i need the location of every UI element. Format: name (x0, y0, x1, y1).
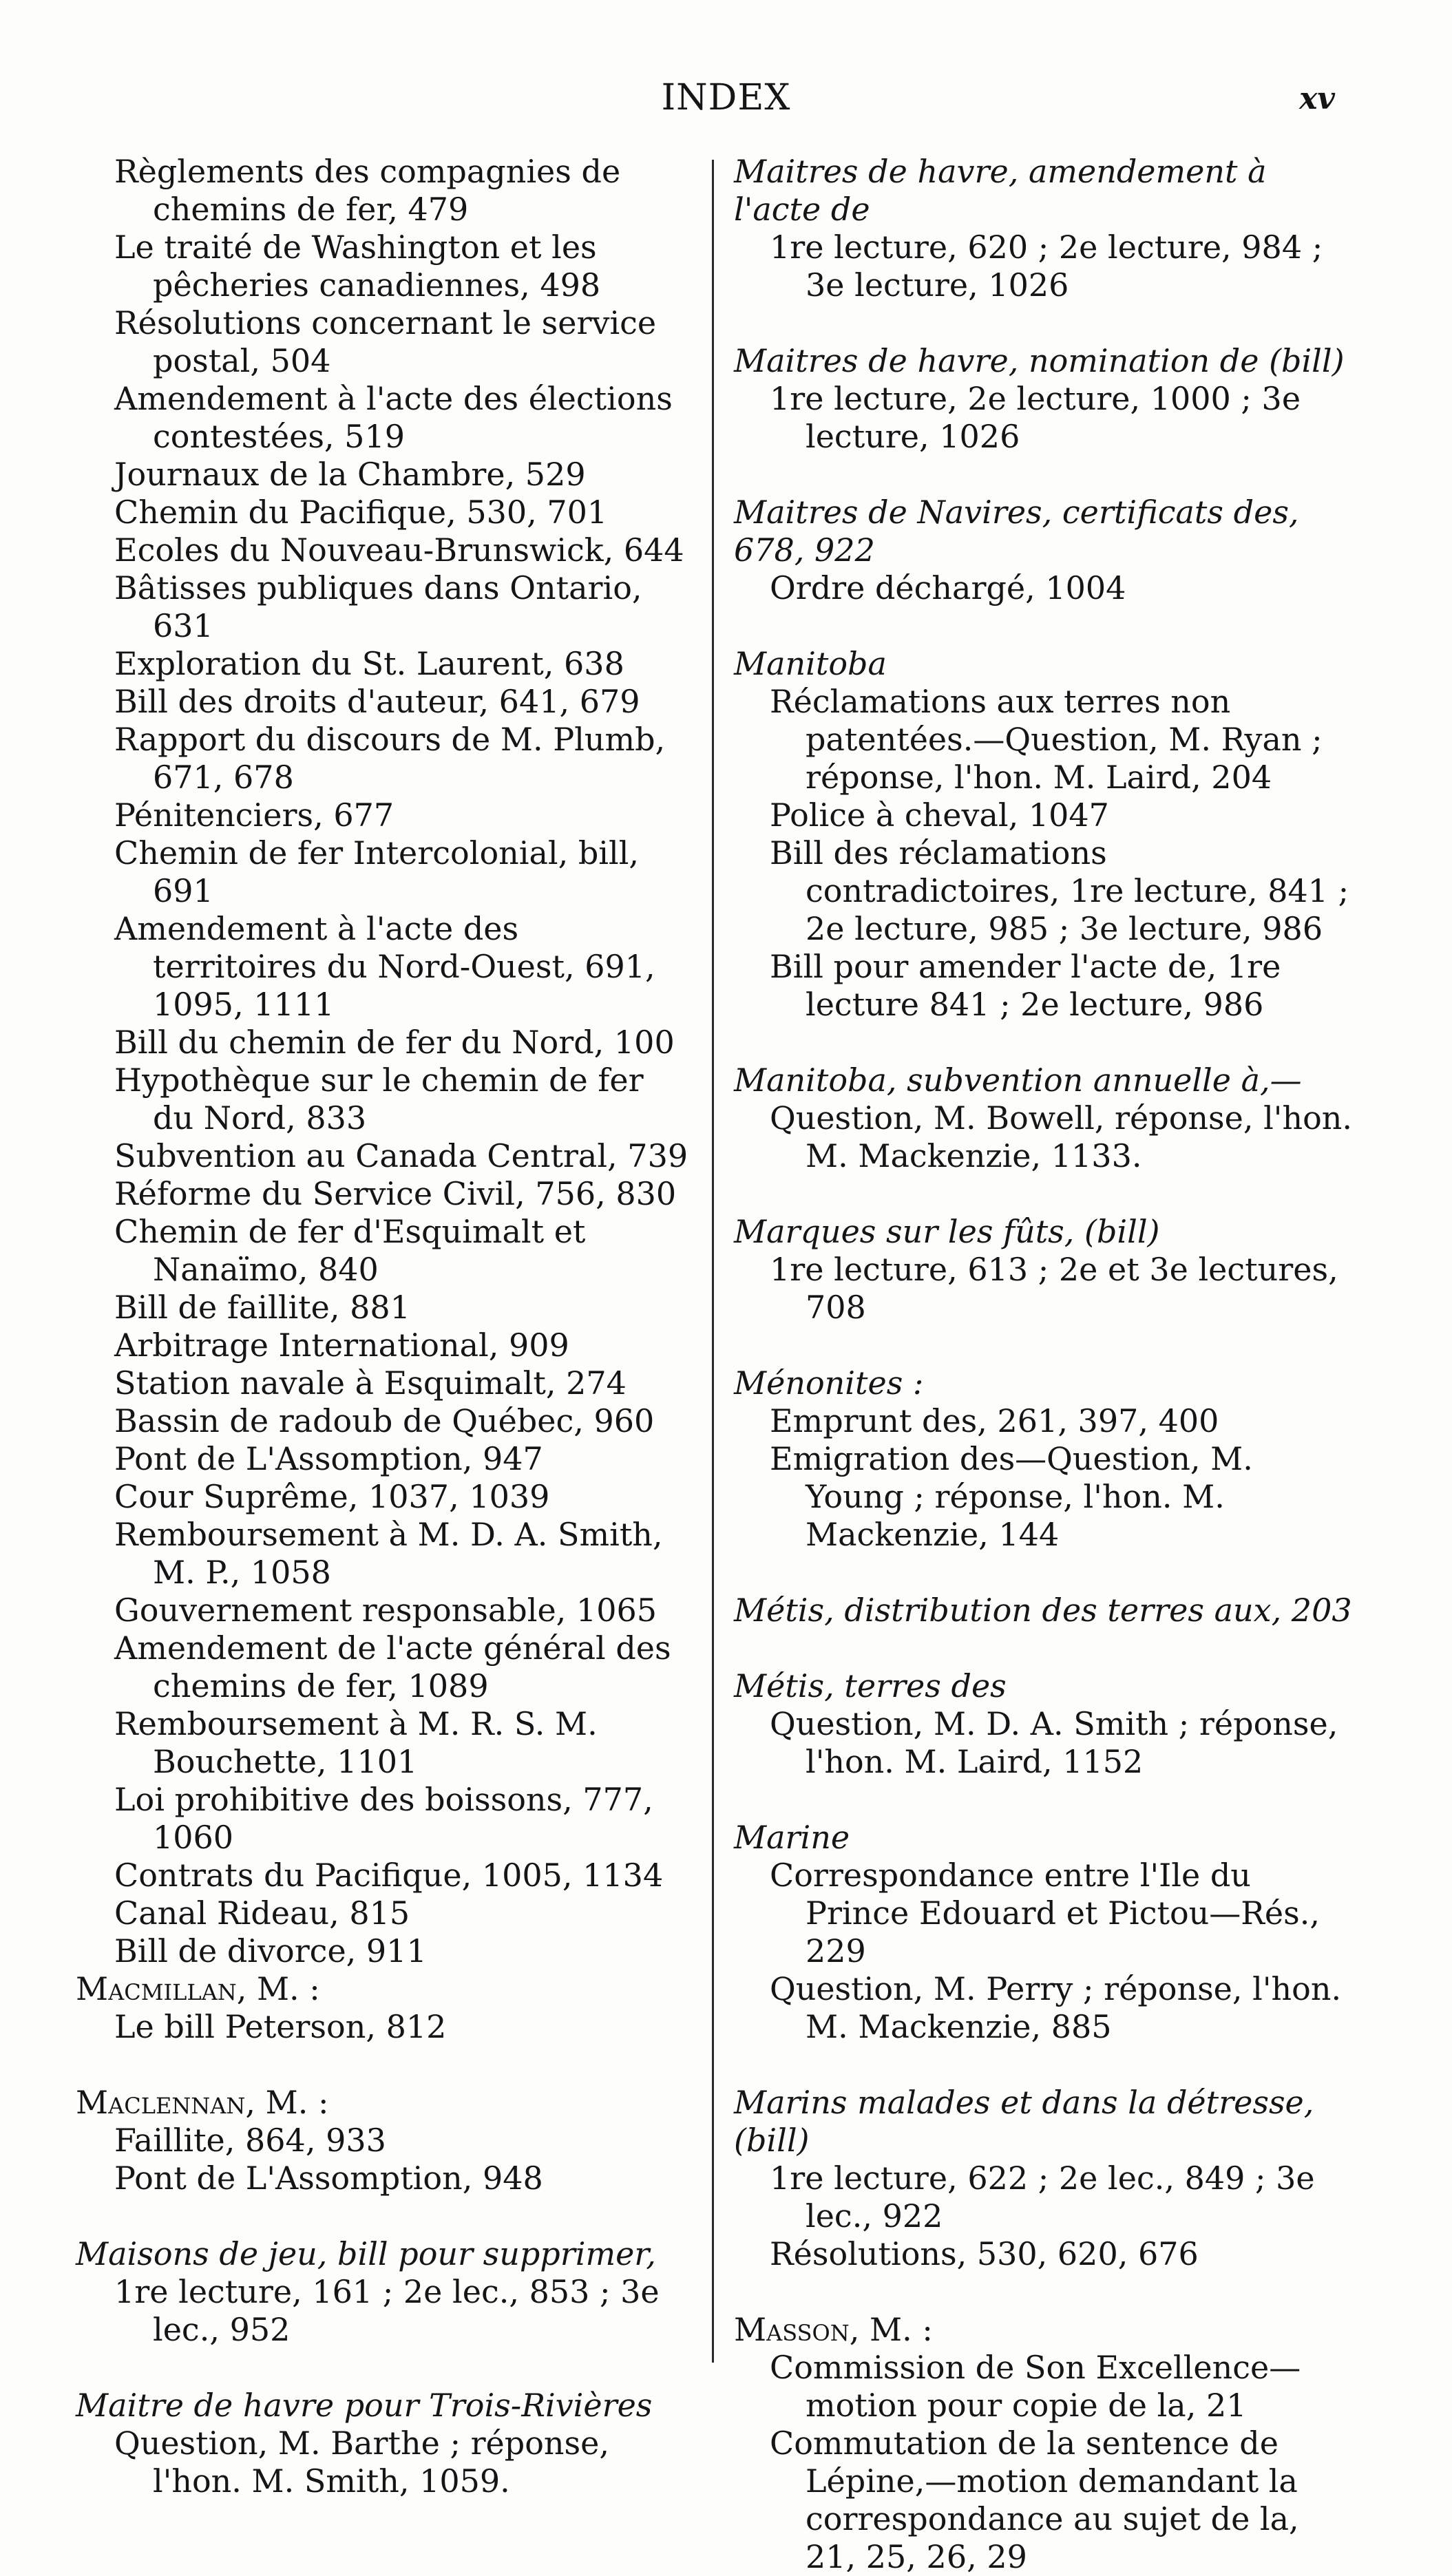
index-subentry: Commutation de la sentence de Lépine,—motion demandant la correspondance au sujet de la, 21, 25, 26, 29 (770, 2425, 1299, 2575)
entry-heading: Maisons de jeu, bill pour supprimer, (76, 2235, 656, 2272)
index-subentry: Bill de divorce, 911 (114, 1932, 427, 1970)
index-subentry: Bill du chemin de fer du Nord, 100 (114, 1024, 675, 1061)
index-entry (734, 1667, 1354, 1781)
subentry-list (76, 2122, 690, 2197)
index-subentry: Faillite, 864, 933 (114, 2122, 386, 2159)
entry-heading: Maitres de havre, amendement à l'acte de (734, 153, 1267, 228)
index-subentry: Correspondance entre l'Ile du Prince Edouard et Pictou—Rés., 229 (770, 1857, 1320, 1970)
index-subentry: Emprunt des, 261, 397, 400 (770, 1402, 1219, 1439)
entry-heading: Maclennan, M. : (76, 2084, 329, 2121)
index-entry (76, 2387, 690, 2500)
index-subentry: Ordre déchargé, 1004 (770, 569, 1126, 606)
index-subentry: Remboursement à M. R. S. M. Bouchette, 1101 (114, 1705, 598, 1780)
subentry-list (734, 569, 1354, 607)
page-number: xv (1299, 81, 1335, 116)
index-subentry: 1re lecture, 622 ; 2e lec., 849 ; 3e lec., 922 (770, 2160, 1315, 2235)
entry-heading: Maitres de Navires, certificats des, 678, 922 (734, 494, 1299, 569)
index-subentry: Bill de faillite, 881 (114, 1289, 410, 1326)
index-entry (734, 1592, 1354, 1629)
index-entry (76, 2235, 690, 2349)
index-subentry: Station navale à Esquimalt, 274 (114, 1364, 627, 1402)
subentry-list (734, 1099, 1354, 1175)
index-subentry: Journaux de la Chambre, 529 (114, 456, 586, 493)
entry-heading: Manitoba, subvention annuelle à,— (734, 1062, 1302, 1099)
index-subentry: Pénitenciers, 677 (114, 796, 394, 834)
index-subentry: Contrats du Pacifique, 1005, 1134 (114, 1857, 664, 1894)
index-subentry: 1re lecture, 613 ; 2e et 3e lectures, 708 (770, 1251, 1338, 1326)
subentry-list (734, 1251, 1354, 1327)
subentry-list (76, 2273, 690, 2349)
index-subentry: Résolutions, 530, 620, 676 (770, 2235, 1199, 2272)
subentry-list (734, 1857, 1354, 2046)
continuation-list (76, 153, 690, 1970)
entry-heading: Manitoba (734, 645, 887, 682)
subentry-list (734, 1705, 1354, 1781)
index-subentry: 1re lecture, 2e lecture, 1000 ; 3e lecture, 1026 (770, 380, 1301, 455)
index-subentry: Question, M. Perry ; réponse, l'hon. M. Mackenzie, 885 (770, 1970, 1342, 2045)
index-entry (734, 1213, 1354, 1327)
index-subentry: Bill pour amender l'acte de, 1re lecture 841 ; 2e lecture, 986 (770, 948, 1281, 1023)
index-entry (734, 645, 1354, 1024)
entry-heading: Masson, M. : (734, 2311, 933, 2348)
index-subentry: Hypothèque sur le chemin de fer du Nord, 833 (114, 1062, 644, 1137)
entry-heading: Marine (734, 1819, 850, 1856)
page-title: INDEX (661, 77, 791, 118)
index-subentry: Police à cheval, 1047 (770, 796, 1109, 834)
index-subentry: Question, M. Barthe ; réponse, l'hon. M. Smith, 1059. (114, 2425, 609, 2500)
index-subentry: Exploration du St. Laurent, 638 (114, 645, 624, 682)
index-subentry: Amendement à l'acte des territoires du Nord-Ouest, 691, 1095, 1111 (114, 910, 655, 1023)
index-subentry: Gouvernement responsable, 1065 (114, 1592, 657, 1629)
index-subentry: 1re lecture, 620 ; 2e lecture, 984 ; 3e lecture, 1026 (770, 229, 1323, 304)
index-subentry: Le traité de Washington et les pêcheries canadiennes, 498 (114, 229, 601, 304)
right-column (734, 153, 1354, 2576)
index-entry (734, 1364, 1354, 1554)
subentry-list (734, 2349, 1354, 2576)
index-subentry: Cour Suprême, 1037, 1039 (114, 1478, 550, 1515)
index-entry (734, 2084, 1354, 2273)
index-subentry: Amendement à l'acte des élections contestées, 519 (114, 380, 673, 455)
index-entry (76, 2084, 690, 2197)
index-subentry: 1re lecture, 161 ; 2e lec., 853 ; 3e lec., 952 (114, 2273, 660, 2348)
index-entry (76, 1970, 690, 2046)
subentry-list (734, 1402, 1354, 1554)
index-subentry: Résolutions concernant le service postal, 504 (114, 304, 657, 379)
index-entry (734, 1062, 1354, 1175)
index-entry (734, 494, 1354, 607)
index-subentry: Question, M. Bowell, réponse, l'hon. M. Mackenzie, 1133. (770, 1099, 1353, 1174)
index-subentry: Question, M. D. A. Smith ; réponse, l'hon. M. Laird, 1152 (770, 1705, 1338, 1780)
subentry-list (734, 229, 1354, 304)
index-subentry: Réforme du Service Civil, 756, 830 (114, 1175, 677, 1212)
subentry-list (76, 2425, 690, 2500)
index-subentry: Loi prohibitive des boissons, 777, 1060 (114, 1781, 653, 1856)
entry-heading: Ménonites : (734, 1364, 924, 1402)
index-subentry: Règlements des compagnies de chemins de fer, 479 (114, 153, 621, 228)
index-subentry: Emigration des—Question, M. Young ; réponse, l'hon. M. Mackenzie, 144 (770, 1440, 1253, 1553)
index-subentry: Amendement de l'acte général des chemins de fer, 1089 (114, 1629, 671, 1704)
index-subentry: Réclamations aux terres non patentées.—Question, M. Ryan ; réponse, l'hon. M. Laird, 204 (770, 683, 1323, 796)
entry-heading: Maitre de havre pour Trois-Rivières (76, 2387, 653, 2424)
index-subentry: Pont de L'Assomption, 947 (114, 1440, 543, 1477)
index-subentry: Chemin de fer d'Esquimalt et Nanaïmo, 840 (114, 1213, 586, 1288)
index-subentry: Bâtisses publiques dans Ontario, 631 (114, 569, 642, 644)
index-entry (734, 342, 1354, 456)
index-subentry: Ecoles du Nouveau-Brunswick, 644 (114, 531, 684, 569)
index-subentry: Rapport du discours de M. Plumb, 671, 678 (114, 721, 666, 796)
entry-heading: Marins malades et dans la détresse, (bill) (734, 2084, 1314, 2159)
entry-heading: Maitres de havre, nomination de (bill) (734, 342, 1345, 379)
subentry-list (76, 2008, 690, 2046)
page-header (0, 77, 1452, 118)
entry-heading: Métis, distribution des terres aux, 203 (734, 1592, 1352, 1629)
index-subentry: Bill des droits d'auteur, 641, 679 (114, 683, 640, 720)
entry-heading: Marques sur les fûts, (bill) (734, 1213, 1160, 1250)
index-subentry: Remboursement à M. D. A. Smith, M. P., 1058 (114, 1516, 663, 1591)
index-subentry: Canal Rideau, 815 (114, 1894, 410, 1932)
index-subentry: Subvention au Canada Central, 739 (114, 1137, 688, 1174)
right-entries (734, 153, 1354, 2576)
index-entry (734, 153, 1354, 304)
index-subentry: Le bill Peterson, 812 (114, 2008, 447, 2045)
subentry-list (734, 380, 1354, 456)
index-subentry: Chemin de fer Intercolonial, bill, 691 (114, 834, 640, 909)
subentry-list (734, 683, 1354, 1024)
left-entries (76, 1970, 690, 2500)
index-subentry: Pont de L'Assomption, 948 (114, 2160, 543, 2197)
entry-heading: Métis, terres des (734, 1667, 1007, 1704)
subentry-list (734, 2160, 1354, 2273)
index-subentry: Bill des réclamations contradictoires, 1re lecture, 841 ; 2e lecture, 985 ; 3e lecture, 986 (770, 834, 1349, 947)
index-entry (734, 1819, 1354, 2046)
column-divider (712, 160, 714, 2363)
index-subentry: Arbitrage International, 909 (114, 1327, 569, 1364)
index-subentry: Chemin du Pacifique, 530, 701 (114, 494, 608, 531)
index-subentry: Commission de Son Excellence—motion pour copie de la, 21 (770, 2349, 1301, 2424)
entry-heading: Macmillan, M. : (76, 1970, 320, 2007)
index-subentry: Bassin de radoub de Québec, 960 (114, 1402, 655, 1439)
left-column (76, 153, 690, 2500)
index-entry (734, 2311, 1354, 2576)
